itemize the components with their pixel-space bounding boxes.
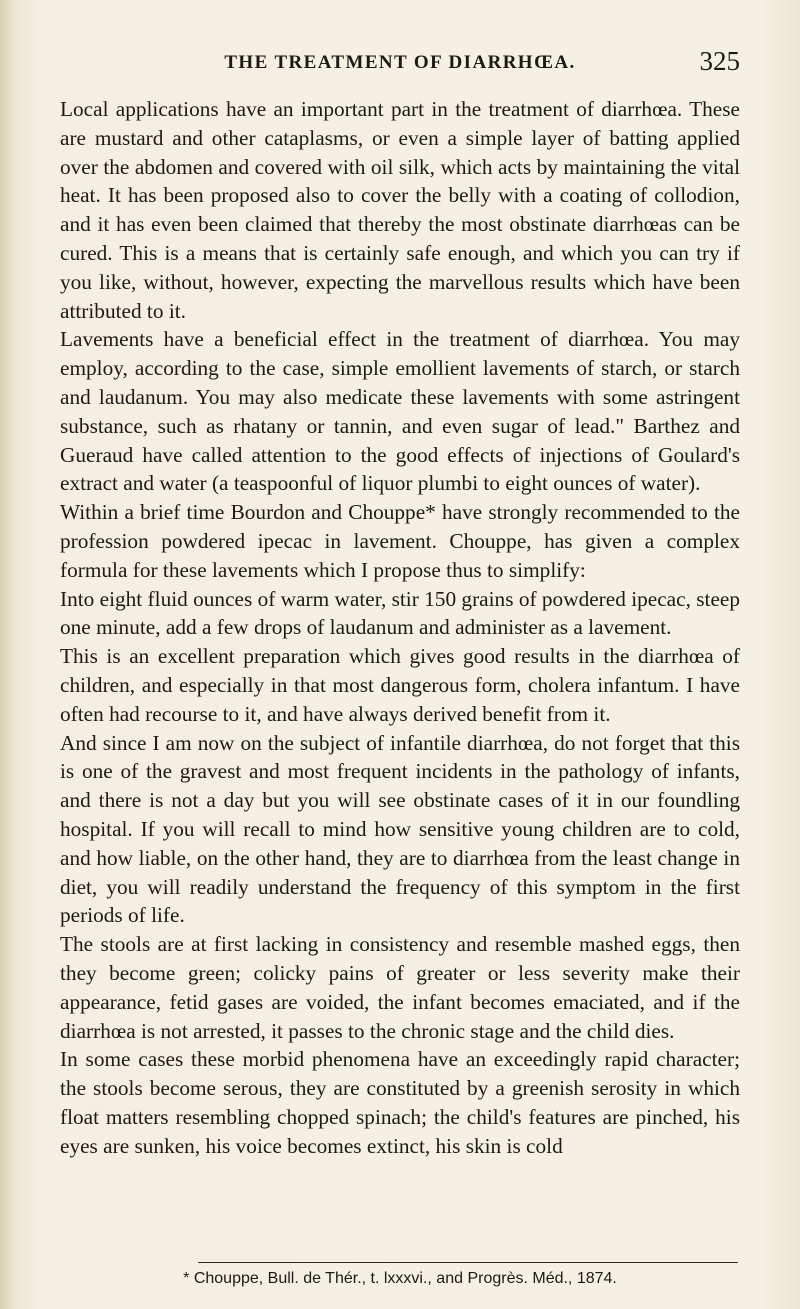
paragraph: Within a brief time Bourdon and Chouppe* have strongly recommended to the profession powdered ipecac in lavement. Chouppe, has given a complex formula for these lavements which I propose thus to simplify: xyxy=(60,500,740,582)
page-spine-shadow xyxy=(0,0,14,1309)
paragraph: Lavements have a beneficial effect in the treatment of diarrhœa. You may employ, according to the case, simple emollient lavements of starch, or starch and laudanum. You may also medicate these lavements with some astringent substance, such as rhatany or tannin, and even sugar of lead." Barthez and Gueraud have called attention to the good effects of injections of Goulard's extract and water (a teaspoonful of liquor plumbi to eight ounces of water). xyxy=(60,327,740,496)
paragraph: In some cases these morbid phenomena have an exceedingly rapid character; the stools become serous, they are constituted by a greenish serosity in which float matters resembling chopped spinach; the child's features are pinched, his eyes are sunken, his voice becomes extinct, his skin is cold xyxy=(60,1047,740,1158)
paragraph: Into eight fluid ounces of warm water, stir 150 grains of powdered ipecac, steep one minute, add a few drops of laudanum and administer as a lavement. xyxy=(60,586,740,640)
footnote-rule xyxy=(198,1262,738,1263)
running-title: THE TREATMENT OF DIARRHŒA. xyxy=(224,52,576,73)
paragraph: And since I am now on the subject of infantile diarrhœa, do not forget that this is one of the gravest and most frequent incidents in the pathology of infants, and there is not a day but you will see obstinate cases of it in our foundling hospital. If you will recall to mind how sensitive young children are to cold, and how liable, on the other hand, they are to diarrhœa from the least change in diet, you will readily understand the frequency of this symptom in the first periods of life. xyxy=(60,730,740,928)
footnote: * Chouppe, Bull. de Thér., t. lxxxvi., and Progrès. Méd., 1874. xyxy=(183,1270,617,1287)
paragraph: This is an excellent preparation which gives good results in the diarrhœa of children, and especially in that most dangerous form, cholera infantum. I have often had recourse to it, and have always derived benefit from it. xyxy=(60,644,740,726)
paragraph: The stools are at first lacking in consistency and resemble mashed eggs, then they become green; colicky pains of greater or less severity make their appearance, fetid gases are voided, the infant becomes emaciated, and if the diarrhœa is not arrested, it passes to the chronic stage and the child dies. xyxy=(60,932,740,1043)
page-header xyxy=(60,46,740,82)
paragraph: Local applications have an important part in the treatment of diarrhœa. These are mustard and other cataplasms, or even a simple layer of batting applied over the abdomen and covered with oil silk, which acts by maintaining the vital heat. It has been proposed also to cover the belly with a coating of collodion, and it has even been claimed that thereby the most obstinate diarrhœas can be cured. This is a means that is certainly safe enough, and which you can try if you like, without, however, expecting the marvellous results which have been attributed to it. xyxy=(60,97,740,323)
page-number: 325 xyxy=(699,46,740,76)
body-text xyxy=(60,95,740,1160)
